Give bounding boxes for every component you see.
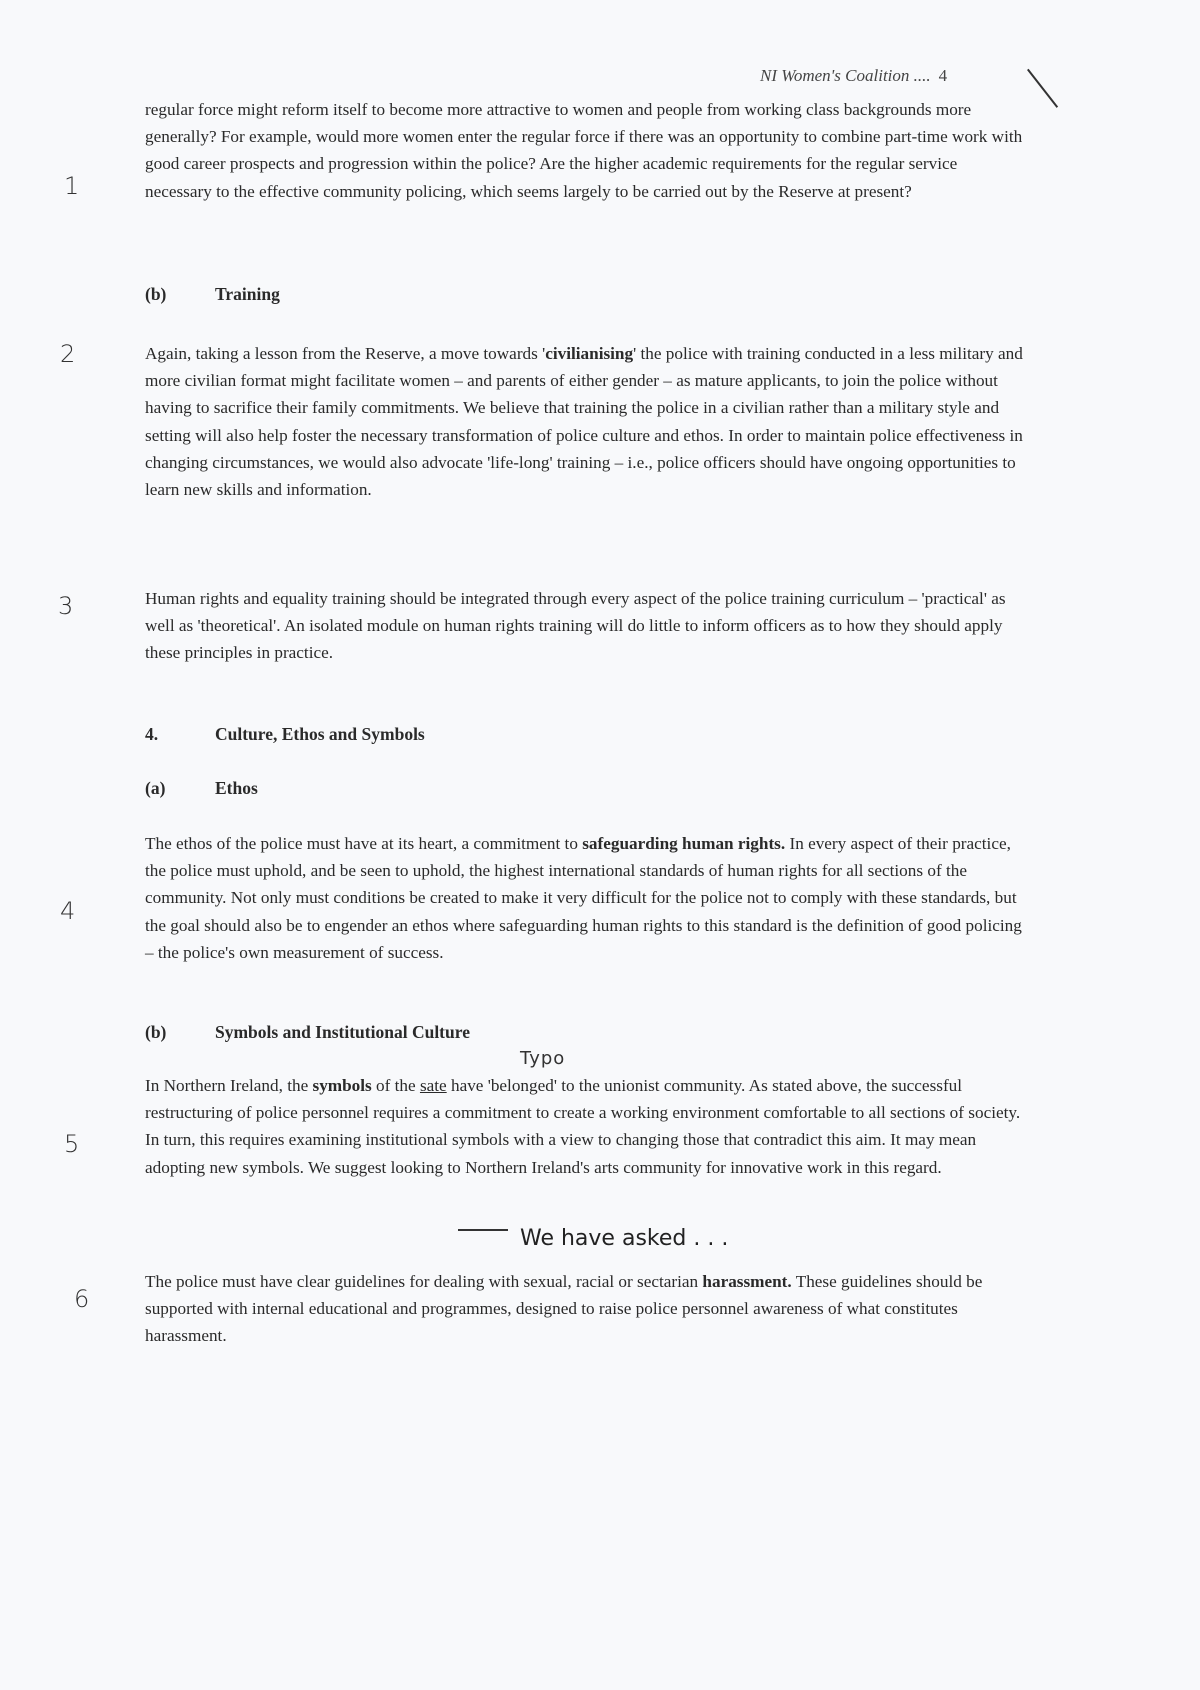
text-span: In every aspect of their practice, the police must uphold, and be seen to uphold, the highest international standards of human rights for all sections of the community. Not only must conditions be created to make it very difficult for the police not to comply with these standards, but the goal should also be to engender an ethos where safeguarding human rights to this standard is the definition of good policing – the police's own measurement of success. bbox=[145, 834, 1022, 962]
bold-term: civilianising bbox=[545, 344, 634, 363]
text-span: ' the police with training conducted in a less military and more civilian format might facilitate women – and parents of either gender – as mature applicants, to join the police without having to sacrifice their family commitments. We believe that training the police in a civilian rather than a military style and setting will also help foster the necessary transformation of police culture and ethos. In order to maintain police effectiveness in changing circumstances, we would also advocate 'life-long' training – i.e., police officers should have ongoing opportunities to learn new skills and information. bbox=[145, 344, 1023, 500]
margin-note-6: 6 bbox=[74, 1285, 90, 1313]
handwritten-arrow-line bbox=[458, 1229, 508, 1231]
page-header bbox=[760, 66, 947, 86]
heading-symbols bbox=[145, 1022, 470, 1043]
paragraph-human-rights-training: Human rights and equality training should be integrated through every aspect of the police training curriculum – 'practical' as well as 'theoretical'. An isolated module on human rights training will do little to inform officers as to how they should apply these principles in practice. bbox=[145, 589, 1006, 663]
text-span: These guidelines should be supported with internal educational and programmes, designed to raise police personnel awareness of what constitutes harassment. bbox=[145, 1272, 983, 1346]
handwritten-note: We have asked . . . bbox=[520, 1226, 729, 1251]
heading-ethos-num: (a) bbox=[145, 778, 166, 798]
heading-section-4 bbox=[145, 724, 425, 745]
page-number: 4 bbox=[938, 66, 948, 85]
text-span: The ethos of the police must have at its heart, a commitment to bbox=[145, 834, 583, 853]
heading-training-title: Training bbox=[215, 284, 280, 304]
text-span: Again, taking a lesson from the Reserve, a move towards ' bbox=[145, 344, 546, 363]
heading-symbols-num: (b) bbox=[145, 1022, 167, 1042]
paragraph-harassment bbox=[145, 1268, 1025, 1350]
text-span: of the bbox=[371, 1076, 420, 1095]
margin-note-1: 1 bbox=[64, 172, 80, 200]
bold-term: symbols bbox=[312, 1076, 372, 1095]
bold-term: safeguarding human rights. bbox=[582, 834, 786, 853]
heading-training-num: (b) bbox=[145, 284, 167, 304]
handwritten-typo-label: Typo bbox=[520, 1048, 566, 1069]
heading-ethos-title: Ethos bbox=[215, 778, 258, 798]
paragraph-regular-force: regular force might reform itself to become more attractive to women and people from working class backgrounds more generally? For example, would more women enter the regular force if there was an opportunity to combine part-time work with good career prospects and progression within the police? Are the higher academic requirements for the regular service necessary to the effective community policing, which seems largely to be carried out by the Reserve at present? bbox=[145, 100, 1023, 201]
header-title: NI Women's Coalition .... bbox=[760, 66, 931, 85]
heading-symbols-title: Symbols and Institutional Culture bbox=[215, 1022, 470, 1042]
heading-section-4-num: 4. bbox=[145, 724, 159, 744]
margin-note-4: 4 bbox=[60, 897, 76, 925]
heading-training bbox=[145, 284, 280, 305]
paragraph-symbols bbox=[145, 1072, 1025, 1181]
paragraph-training-civilianising bbox=[145, 340, 1025, 503]
handwritten-slash-mark bbox=[1027, 69, 1058, 108]
underlined-typo-word: sate bbox=[419, 1076, 447, 1095]
paragraph-ethos bbox=[145, 830, 1025, 966]
bold-term: harassment. bbox=[702, 1272, 792, 1291]
margin-note-3: 3 bbox=[58, 592, 74, 620]
margin-note-5: 5 bbox=[64, 1130, 80, 1158]
text-span: have 'belonged' to the unionist community. As stated above, the successful restructuring of police personnel requires a commitment to create a working environment comfortable to all sections of society. In turn, this requires examining institutional symbols with a view to changing those that contradict this aim. It may mean adopting new symbols. We suggest looking to Northern Ireland's arts community for innovative work in this regard. bbox=[145, 1076, 1021, 1177]
text-span: In Northern Ireland, the bbox=[145, 1076, 313, 1095]
heading-section-4-title: Culture, Ethos and Symbols bbox=[215, 724, 425, 744]
margin-note-2: 2 bbox=[60, 340, 76, 368]
text-span: The police must have clear guidelines for dealing with sexual, racial or sectarian bbox=[145, 1272, 703, 1291]
heading-ethos bbox=[145, 778, 258, 799]
